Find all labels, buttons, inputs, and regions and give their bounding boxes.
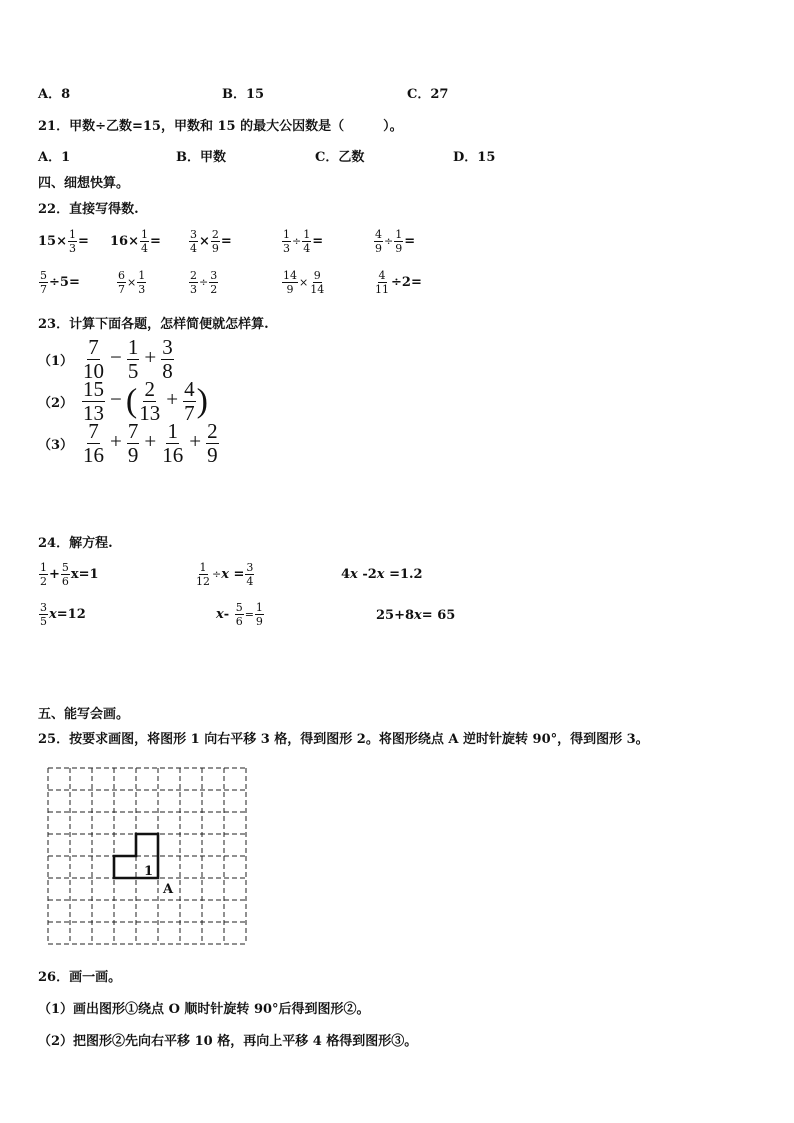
q24-equation-2: $\frac{1}{12}$ ÷x = $\frac{3}{4}$ — [196, 561, 254, 588]
q21-option-d: D．15 — [453, 150, 496, 165]
q22-item: $\frac{1}{3}$ ÷ $\frac{1}{4}$ = — [283, 228, 324, 255]
q22-item: $\frac{4}{11}$ ÷2= — [375, 269, 422, 296]
q22-item: $\frac{4}{9}$ ÷ $\frac{1}{9}$ = — [375, 228, 416, 255]
section-heading: 五、能写会画。 — [38, 707, 130, 722]
figure-1-label: 1 — [144, 864, 154, 879]
q24-equation-1: $\frac{1}{2}$ + $\frac{5}{6}$ x=1 — [40, 561, 99, 588]
q25-question: 25．按要求画图，将图形 1 向右平移 3 格，得到图形 2。将图形绕点 A 逆时针旋转 90°，得到图形 3。 — [38, 732, 649, 747]
q24-equation-3: 4x -2x =1.2 — [341, 567, 423, 582]
q22-item: $\frac{6}{7}$ × $\frac{1}{3}$ — [118, 269, 146, 296]
q22-item: $\frac{3}{4}$ × $\frac{2}{9}$ = — [190, 228, 232, 255]
section-heading: 四、细想快算。 — [38, 176, 130, 191]
q22-item: 16× $\frac{1}{4}$ = — [110, 228, 161, 255]
point-a-label: A — [163, 882, 174, 897]
q20-option-a: A．8 — [38, 87, 71, 102]
q21-option-a: A．1 — [38, 150, 71, 165]
q20-option-c: C．27 — [407, 87, 449, 102]
dashed-grid — [48, 768, 246, 944]
q21-option-c: C．乙数 — [315, 150, 365, 165]
q26-step-2: （2）把图形②先向右平移 10 格，再向上平移 4 格得到图形③。 — [38, 1034, 418, 1049]
q23-expression-3: （3） $\frac{7}{16}$ + $\frac{7}{9}$ + $\frac{1}{16}$ + $\frac{2}{9}$ — [38, 419, 218, 467]
q25-grid-figure — [44, 764, 254, 948]
q24-equation-5: x- $\frac{5}{6}$ = $\frac{1}{9}$ — [216, 601, 263, 628]
q20-option-b: B．15 — [222, 87, 265, 102]
q21-option-b: B．甲数 — [176, 150, 226, 165]
q24-equation-6: 25+8x= 65 — [376, 608, 456, 623]
q23-expression-2: （2） $\frac{15}{13}$ − ( $\frac{2}{13}$ + $\frac{4}{7}$ ) — [38, 377, 208, 425]
q22-item: $\frac{5}{7}$ ÷5= — [40, 269, 80, 296]
q21-question: 21．甲数÷乙数=15，甲数和 15 的最大公因数是（ ）。 — [38, 119, 403, 134]
q22-item: $\frac{14}{9}$ × $\frac{9}{14}$ — [283, 269, 325, 296]
q23-title: 23．计算下面各题，怎样简便就怎样算. — [38, 317, 269, 332]
q26-step-1: （1）画出图形①绕点 O 顺时针旋转 90°后得到图形②。 — [38, 1002, 370, 1017]
q26-title: 26．画一画。 — [38, 970, 122, 985]
q22-item: $\frac{2}{3}$ ÷ $\frac{3}{2}$ — [190, 269, 218, 296]
q22-item: 15× $\frac{1}{3}$ = — [38, 228, 89, 255]
q23-expression-1: （1） $\frac{7}{10}$ − $\frac{1}{5}$ + $\frac{3}{8}$ — [38, 335, 173, 383]
q24-equation-4: $\frac{3}{5}$ x=12 — [40, 601, 86, 628]
q22-title: 22．直接写得数. — [38, 202, 139, 217]
q24-title: 24．解方程. — [38, 536, 113, 551]
